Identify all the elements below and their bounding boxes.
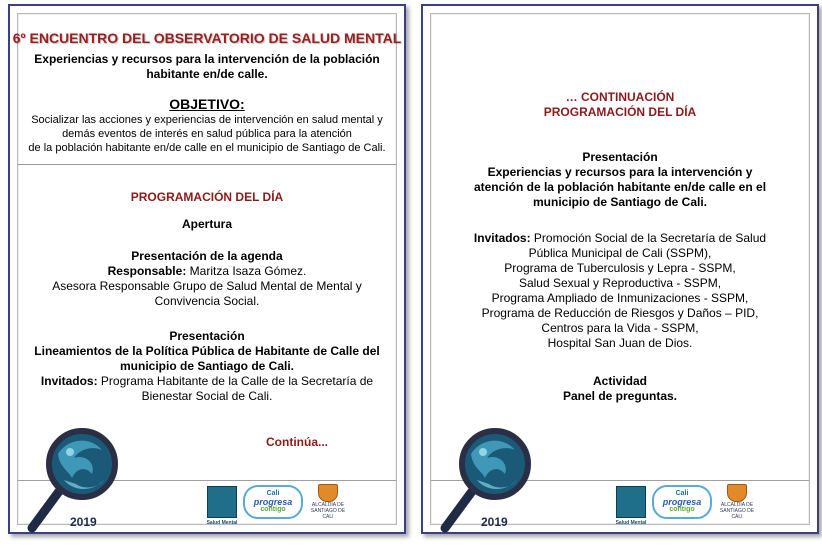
year-label: 2019 [70, 515, 97, 529]
invitados-line: Programa de Tuberculosis y Lepra - SSPM, [504, 261, 736, 275]
event-title: 6º ENCUENTRO DEL OBSERVATORIO DE SALUD MENTAL [12, 30, 402, 46]
invitados-label: Invitados: [40, 374, 98, 388]
responsable-label: Responsable: [107, 264, 187, 278]
event-subtitle [10, 52, 404, 82]
invitados-line: Hospital San Juan de Dios. [547, 336, 693, 350]
left-page [8, 4, 406, 534]
presentacion-line: Experiencias y recursos para la intervención y [487, 165, 753, 179]
programacion-heading: PROGRAMACIÓN DEL DÍA [543, 105, 697, 119]
invitados-line: Programa Ampliado de Inmunizaciones - SSPM, [491, 291, 749, 305]
salud-mental-logo: Salud Mental [207, 486, 237, 518]
invitados-block [423, 231, 817, 351]
actividad-text: Panel de preguntas. [562, 389, 678, 403]
footer-logos [615, 484, 756, 526]
cali-progresa-logo: Cali progresa contigo [243, 485, 303, 519]
section-divider [18, 164, 396, 165]
footer-logos [206, 484, 347, 526]
objetivo-line: Socializar las acciones y experiencias de intervención en salud mental y [31, 114, 383, 126]
alcaldia-logo: ALCALDÍA DE SANTIAGO DE CALI [309, 484, 347, 520]
objetivo-text [10, 113, 404, 155]
invitados-line: Salud Sexual y Reproductiva - SSPM, [518, 276, 722, 290]
agenda-block [10, 249, 404, 309]
agenda-heading: Presentación de la agenda [131, 249, 283, 263]
presentacion-heading: Presentación [582, 150, 658, 164]
subtitle-line: Experiencias y recursos para la intervención de la población [34, 52, 380, 66]
alcaldia-logo: ALCALDÍA DE SANTIAGO DE CALI [718, 484, 756, 520]
invitados-label: Invitados: [473, 231, 531, 245]
objetivo-heading: OBJETIVO: [169, 96, 245, 112]
subtitle-line: habitante en/de calle. [146, 67, 268, 81]
objetivo-line: de la población habitante en/de calle en el municipio de Santiago de Cali. [28, 142, 386, 154]
presentacion-line: Lineamientos de la Política Pública de Habitante de Calle del [34, 344, 380, 358]
responsable-role: Asesora Responsable Grupo de Salud Mental de Mental y [52, 279, 362, 293]
responsable-role: Convivencia Social. [154, 294, 260, 308]
responsable-line [10, 264, 404, 279]
presentacion-block [423, 150, 817, 210]
presentacion-line: municipio de Santiago de Cali. [532, 195, 708, 209]
continua-label: Continúa... [266, 435, 328, 449]
invitados-line: Programa de Reducción de Riesgos y Daños – PID, [481, 306, 759, 320]
invitados-line [10, 374, 404, 389]
right-page [421, 4, 819, 534]
invitados-line: Bienestar Social de Cali. [141, 389, 273, 403]
invitados-line: Centros para la Vida - SSPM, [541, 321, 699, 335]
invitados-line: Pública Municipal de Cali (SSPM), [528, 246, 712, 260]
apertura-label: Apertura [181, 217, 232, 231]
continuacion-line: … CONTINUACIÓN [565, 90, 675, 104]
invitados-line [423, 231, 817, 246]
responsable-name: Maritza Isaza Gómez. [186, 264, 307, 278]
invitados-text: Promoción Social de la Secretaría de Salud [530, 231, 767, 245]
salud-mental-logo: Salud Mental [616, 486, 646, 518]
invitados-text: Programa Habitante de la Calle de la Secretaría de [97, 374, 374, 388]
programacion-heading: PROGRAMACIÓN DEL DÍA [130, 190, 284, 204]
presentacion-heading: Presentación [169, 329, 245, 343]
objetivo-line: demás eventos de interés en salud pública para la atención [62, 128, 352, 140]
actividad-block [423, 374, 817, 404]
actividad-heading: Actividad [592, 374, 647, 388]
presentacion-line: municipio de Santiago de Cali. [119, 359, 295, 373]
presentacion-line: atención de la población habitante en/de calle en el [473, 180, 767, 194]
shield-icon [727, 484, 747, 502]
cali-progresa-logo: Cali progresa contigo [652, 485, 712, 519]
presentacion-block [10, 329, 404, 404]
continuacion-heading [423, 90, 817, 120]
year-label: 2019 [481, 515, 508, 529]
shield-icon [318, 484, 338, 502]
